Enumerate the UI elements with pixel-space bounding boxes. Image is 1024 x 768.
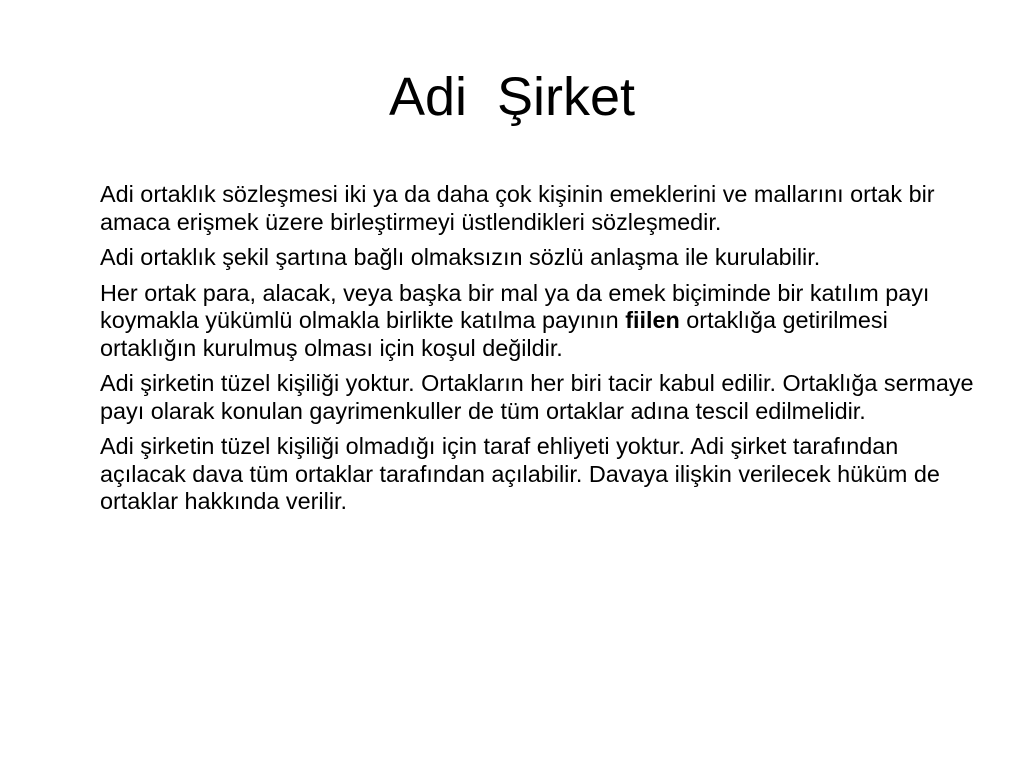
paragraph-3-bold-text: fiilen [625, 307, 680, 333]
paragraph-5: Adi şirketin tüzel kişiliği olmadığı için taraf ehliyeti yoktur. Adi şirket tarafından açılacak dava tüm ortaklar tarafından açılabilir. Davaya ilişkin verilecek hüküm de ortaklar hakkında verilir. [100, 433, 940, 514]
paragraph-3-text-after: ortaklığa getirilmesi ortaklığın kurulmuş olması için koşul değildir. [100, 307, 888, 361]
slide-title: Adi Şirket [388, 67, 636, 127]
paragraph-3 [100, 280, 980, 363]
paragraph-4: Adi şirketin tüzel kişiliği yoktur. Ortakların her biri tacir kabul edilir. Ortaklığa sermaye payı olarak konulan gayrimenkuller de tüm ortaklar adına tescil edilmelidir. [100, 370, 974, 424]
slide-body [100, 181, 980, 524]
paragraph-3-text-before: Her ortak para, alacak, veya başka bir mal ya da emek biçiminde bir katılım payı koymakla yükümlü olmakla birlikte katılma payının [100, 279, 930, 333]
paragraph-2: Adi ortaklık şekil şartına bağlı olmaksızın sözlü anlaşma ile kurulabilir. [100, 244, 821, 270]
paragraph-1: Adi ortaklık sözleşmesi iki ya da daha çok kişinin emeklerini ve mallarını ortak bir amaca erişmek üzere birleştirmeyi üstlendikleri sözleşmedir. [100, 181, 935, 235]
